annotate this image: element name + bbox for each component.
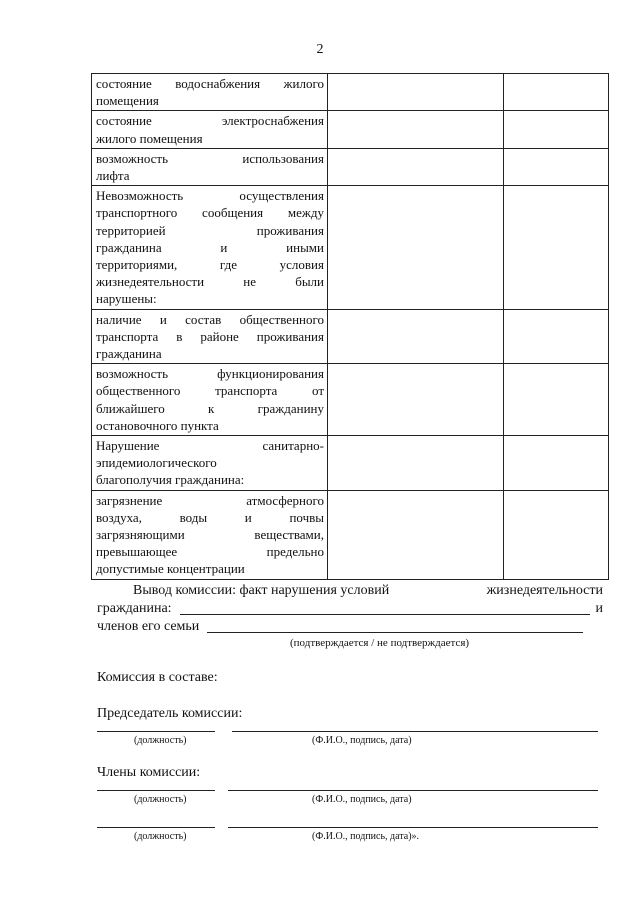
- criterion-line: помещения: [96, 93, 159, 109]
- note-cell[interactable]: [504, 74, 609, 111]
- conclusion-text: Вывод комиссии: факт нарушения условий: [133, 583, 390, 598]
- family-fill-line[interactable]: [207, 618, 583, 633]
- criterion-line: транспорта в районе проживания: [96, 328, 324, 344]
- conclusion-text-end: жизнедеятельности: [486, 583, 603, 598]
- criterion-line: гражданина и иными: [96, 239, 324, 255]
- member1-position-label: (должность): [134, 794, 187, 805]
- conclusion-line-1: [97, 582, 603, 600]
- member2-signature-label: (Ф.И.О., подпись, дата)».: [312, 831, 420, 842]
- member1-signature-line[interactable]: [228, 790, 598, 791]
- criterion-line: превышающее предельно: [96, 544, 324, 560]
- criterion-line: благополучия гражданина:: [96, 472, 245, 488]
- chair-position-line[interactable]: [97, 731, 215, 732]
- member1-position-line[interactable]: [97, 790, 215, 791]
- criterion-line: жилого помещения: [96, 130, 203, 146]
- criterion-line: эпидемиологического: [96, 455, 217, 471]
- criterion-cell: [92, 186, 328, 309]
- member1-signature-label: (Ф.И.О., подпись, дата): [312, 794, 412, 805]
- page-number: 2: [316, 42, 324, 57]
- commission-heading: Комиссия в составе:: [97, 670, 218, 685]
- assessment-cell[interactable]: [328, 309, 504, 364]
- table-row-sanitary-violation: [92, 436, 609, 491]
- assessment-cell[interactable]: [328, 186, 504, 309]
- table-row-water: [92, 74, 609, 111]
- criterion-cell: [92, 148, 328, 185]
- note-cell[interactable]: [504, 111, 609, 148]
- table-row-power: [92, 111, 609, 148]
- table-row-transport-operation: [92, 364, 609, 436]
- table-row-transport-violation: [92, 186, 609, 309]
- note-cell[interactable]: [504, 148, 609, 185]
- criterion-line: возможность функционирования: [96, 366, 324, 382]
- criterion-line: наличие и состав общественного: [96, 311, 324, 327]
- table-row-transport-availability: [92, 309, 609, 364]
- criterion-cell: [92, 364, 328, 436]
- criterion-line: остановочного пункта: [96, 417, 219, 433]
- conjunction-and: и: [595, 601, 603, 616]
- criterion-cell: [92, 309, 328, 364]
- assessment-cell[interactable]: [328, 111, 504, 148]
- chair-signature-label: (Ф.И.О., подпись, дата): [312, 735, 412, 746]
- assessment-cell[interactable]: [328, 148, 504, 185]
- confirm-hint: (подтверждается / не подтверждается): [290, 637, 470, 649]
- note-cell[interactable]: [504, 186, 609, 309]
- assessment-table: [91, 73, 609, 580]
- criterion-line: допустимые концентрации: [96, 561, 245, 577]
- criterion-line: Невозможность осуществления: [96, 188, 324, 204]
- criterion-line: возможность использования: [96, 150, 324, 166]
- citizen-fill-line[interactable]: [180, 600, 590, 615]
- conclusion-line-2: [97, 600, 603, 618]
- note-cell[interactable]: [504, 490, 609, 579]
- assessment-cell[interactable]: [328, 74, 504, 111]
- member2-signature-line[interactable]: [228, 827, 598, 828]
- criterion-line: лифта: [96, 168, 130, 184]
- assessment-cell[interactable]: [328, 436, 504, 491]
- chair-position-label: (должность): [134, 735, 187, 746]
- note-cell[interactable]: [504, 436, 609, 491]
- chair-heading: Председатель комиссии:: [97, 706, 243, 721]
- criterion-line: территорией проживания: [96, 222, 324, 238]
- criterion-cell: [92, 490, 328, 579]
- table-row-pollution: [92, 490, 609, 579]
- criterion-line: Нарушение санитарно-: [96, 438, 324, 454]
- criterion-line: общественного транспорта от: [96, 383, 324, 399]
- criterion-line: состояние электроснабжения: [96, 113, 324, 129]
- criterion-cell: [92, 111, 328, 148]
- members-heading: Члены комиссии:: [97, 765, 201, 780]
- table-row-lift: [92, 148, 609, 185]
- chair-signature-line[interactable]: [232, 731, 598, 732]
- criterion-line: гражданина: [96, 346, 162, 362]
- criterion-line: загрязнение атмосферного: [96, 492, 324, 508]
- assessment-cell[interactable]: [328, 364, 504, 436]
- family-label: членов его семьи: [97, 619, 200, 634]
- criterion-line: территориями, где условия: [96, 257, 324, 273]
- criterion-line: воздуха, воды и почвы: [96, 509, 324, 525]
- criterion-line: нарушены:: [96, 291, 157, 307]
- criterion-line: загрязняющими веществами,: [96, 527, 324, 543]
- note-cell[interactable]: [504, 364, 609, 436]
- citizen-label: гражданина:: [97, 601, 172, 616]
- criterion-line: состояние водоснабжения жилого: [96, 76, 324, 91]
- criterion-line: ближайшего к гражданину: [96, 400, 324, 416]
- member2-position-line[interactable]: [97, 827, 215, 828]
- conclusion-line-3: [97, 618, 603, 636]
- criterion-line: жизнедеятельности не были: [96, 274, 324, 290]
- criterion-cell: [92, 436, 328, 491]
- criterion-cell: [92, 74, 328, 111]
- member2-position-label: (должность): [134, 831, 187, 842]
- commission-conclusion: [97, 582, 603, 636]
- note-cell[interactable]: [504, 309, 609, 364]
- assessment-cell[interactable]: [328, 490, 504, 579]
- criterion-line: транспортного сообщения между: [96, 205, 324, 221]
